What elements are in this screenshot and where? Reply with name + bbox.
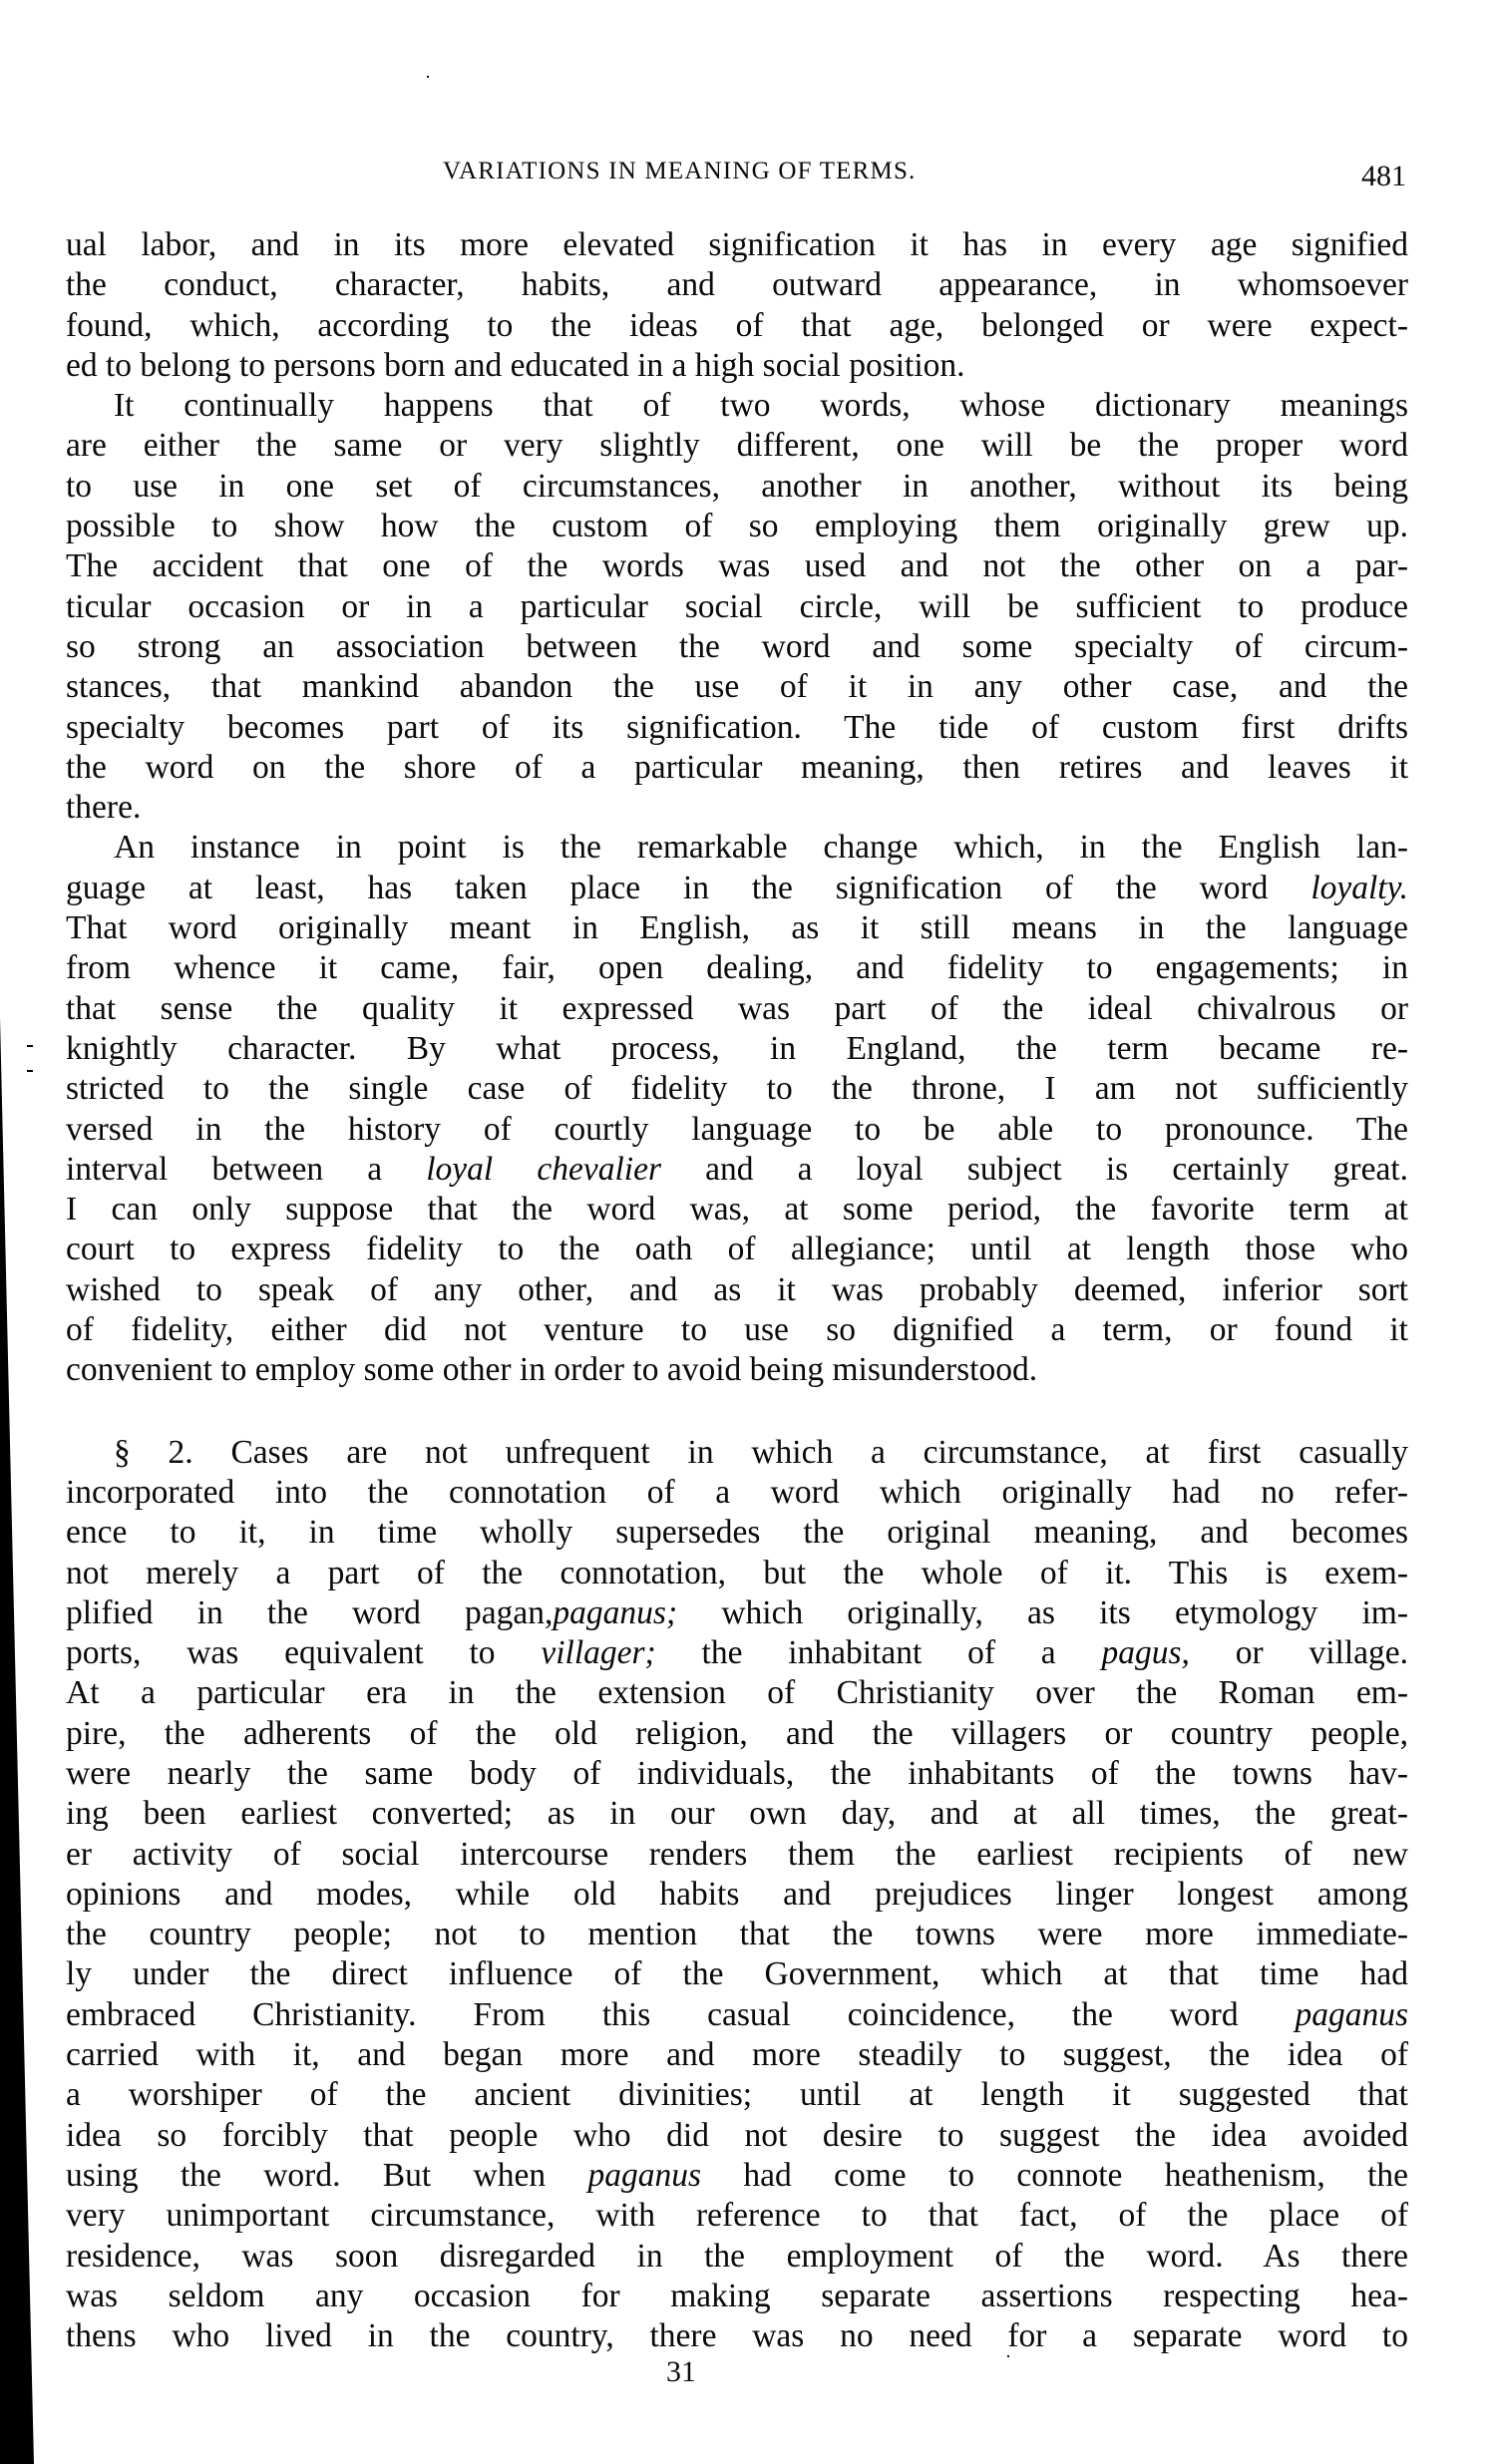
- text-line: court to express fidelity to the oath of allegiance; until at length those who: [66, 1231, 1408, 1268]
- text-line: idea so forcibly that people who did not desire to suggest the idea avoided: [66, 2116, 1408, 2154]
- text-line: from whence it came, fair, open dealing, and fidelity to engagements; in: [66, 949, 1408, 987]
- text-line: ence to it, in time wholly supersedes the original meaning, and becomes: [66, 1514, 1408, 1552]
- text-run: ports, was equivalent to: [66, 1634, 496, 1672]
- text-line: wished to speak of any other, and as it was probably deemed, inferior sort: [66, 1270, 1408, 1308]
- italic-term: paganus: [587, 2156, 702, 2194]
- text-line: [66, 1995, 1408, 2035]
- text-line: stances, that mankind abandon the use of it in any other case, and the: [66, 668, 1408, 706]
- text-line: of fidelity, either did not venture to use so dignified a term, or found it: [66, 1311, 1408, 1349]
- text-line: versed in the history of courtly language to be able to pronounce. The: [66, 1110, 1408, 1148]
- text-line: stricted to the single case of fidelity to the throne, I am not sufficiently: [66, 1070, 1408, 1108]
- section-gap: [66, 1391, 1408, 1433]
- text-line: ed to belong to persons born and educated in a high social position.: [66, 346, 965, 384]
- text-line: [66, 1633, 1408, 1673]
- text-line: ing been earliest converted; as in our own day, and at all times, the great-: [66, 1795, 1408, 1833]
- text-line: It continually happens that of two words, whose dictionary meanings: [114, 387, 1408, 425]
- text-line: ual labor, and in its more elevated signification it has in every age signified: [66, 226, 1408, 263]
- text-line: residence, was soon disregarded in the employment of the word. As there: [66, 2237, 1408, 2275]
- text-run: had come to connote heathenism, the: [701, 2156, 1408, 2194]
- text-line: to use in one set of circumstances, another in another, without its being: [66, 467, 1408, 505]
- paragraph-3: [66, 828, 1408, 1390]
- text-line: incorporated into the connotation of a word which originally had no refer-: [66, 1473, 1408, 1511]
- page-number: 481: [1361, 160, 1406, 192]
- text-line: pire, the adherents of the old religion, and the villagers or country people,: [66, 1714, 1408, 1752]
- text-line: [66, 2156, 1408, 2196]
- running-head: [66, 152, 1408, 195]
- italic-term: villager;: [541, 1634, 656, 1672]
- text-line: er activity of social intercourse renders them the earliest recipients of new: [66, 1835, 1408, 1873]
- text-line: [66, 1593, 1408, 1633]
- text-line: At a particular era in the extension of Christianity over the Roman em-: [66, 1674, 1408, 1712]
- italic-term: loyal chevalier: [426, 1150, 662, 1188]
- text-line: was seldom any occasion for making separate assertions respecting hea-: [66, 2277, 1408, 2314]
- text-run: the inhabitant of a: [655, 1634, 1102, 1672]
- section-2-paragraph: [66, 1433, 1408, 2357]
- text-line: were nearly the same body of individuals, the inhabitants of the towns hav-: [66, 1754, 1408, 1792]
- text-run: guage at least, has taken place in the signification of the word: [66, 869, 1269, 906]
- text-line: ly under the direct influence of the Government, which at that time had: [66, 1955, 1408, 1993]
- text-line: carried with it, and began more and more steadily to suggest, the idea of: [66, 2036, 1408, 2074]
- text-line: the word on the shore of a particular meaning, then retires and leaves it: [66, 748, 1408, 786]
- text-line: ticular occasion or in a particular social circle, will be sufficient to produce: [66, 587, 1408, 625]
- italic-term: paganus: [1295, 1995, 1409, 2033]
- text-run: or village.: [1189, 1634, 1409, 1672]
- scan-speck: [427, 76, 429, 78]
- text-line: very unimportant circumstance, with reference to that fact, of the place of: [66, 2197, 1408, 2235]
- paragraph-2: [66, 386, 1408, 828]
- text-line: opinions and modes, while old habits and prejudices linger longest among: [66, 1875, 1408, 1913]
- italic-term: pagus,: [1101, 1634, 1190, 1672]
- signature-mark: 31: [666, 2355, 696, 2388]
- text-line: knightly character. By what process, in England, the term became re-: [66, 1029, 1408, 1067]
- paragraph-1: [66, 225, 1408, 386]
- text-line: that sense the quality it expressed was part of the ideal chivalrous or: [66, 989, 1408, 1027]
- text-line: That word originally meant in English, as it still means in the language: [66, 909, 1408, 947]
- text-line: thens who lived in the country, there was no need for a separate word to: [66, 2317, 1408, 2355]
- italic-term: paganus;: [553, 1593, 678, 1631]
- text-line: not merely a part of the connotation, but the whole of it. This is exem-: [66, 1554, 1408, 1591]
- text-line: § 2. Cases are not unfrequent in which a circumstance, at first casually: [114, 1433, 1408, 1471]
- text-run: which originally, as its etymology im-: [677, 1593, 1408, 1631]
- text-line: so strong an association between the word and some specialty of circum-: [66, 627, 1408, 665]
- italic-term: loyalty.: [1310, 869, 1408, 906]
- text-line: a worshiper of the ancient divinities; until at length it suggested that: [66, 2076, 1408, 2114]
- text-run: embraced Christianity. From this casual coincidence, the word: [66, 1995, 1239, 2033]
- text-run: plified in the word pagan,: [66, 1593, 554, 1631]
- text-line: convenient to employ some other in order to avoid being misunderstood.: [66, 1351, 1038, 1389]
- text-line: possible to show how the custom of so employing them originally grew up.: [66, 508, 1408, 545]
- text-line: [66, 869, 1408, 908]
- text-run: using the word. But when: [66, 2156, 547, 2194]
- text-run: and a loyal subject is certainly great.: [661, 1150, 1409, 1188]
- text-run: interval between a: [66, 1150, 383, 1188]
- text-line: The accident that one of the words was used and not the other on a par-: [66, 547, 1408, 585]
- text-line: I can only suppose that the word was, at some period, the favorite term at: [66, 1191, 1408, 1229]
- text-line: [66, 1150, 1408, 1190]
- text-line: specialty becomes part of its signification. The tide of custom first drifts: [66, 708, 1408, 746]
- text-line: found, which, according to the ideas of that age, belonged or were expect-: [66, 306, 1408, 344]
- binding-shadow: [0, 1017, 34, 2464]
- text-line: are either the same or very slightly different, one will be the proper word: [66, 427, 1408, 465]
- running-title: VARIATIONS IN MEANING OF TERMS.: [443, 158, 917, 184]
- text-line: there.: [66, 789, 142, 827]
- body-text: [66, 225, 1408, 2356]
- text-line: the conduct, character, habits, and outward appearance, in whomsoever: [66, 266, 1408, 304]
- text-line: the country people; not to mention that the towns were more immediate-: [66, 1916, 1408, 1953]
- text-line: An instance in point is the remarkable change which, in the English lan-: [114, 829, 1408, 867]
- margin-mark: [27, 1045, 33, 1047]
- margin-mark: [27, 1070, 33, 1072]
